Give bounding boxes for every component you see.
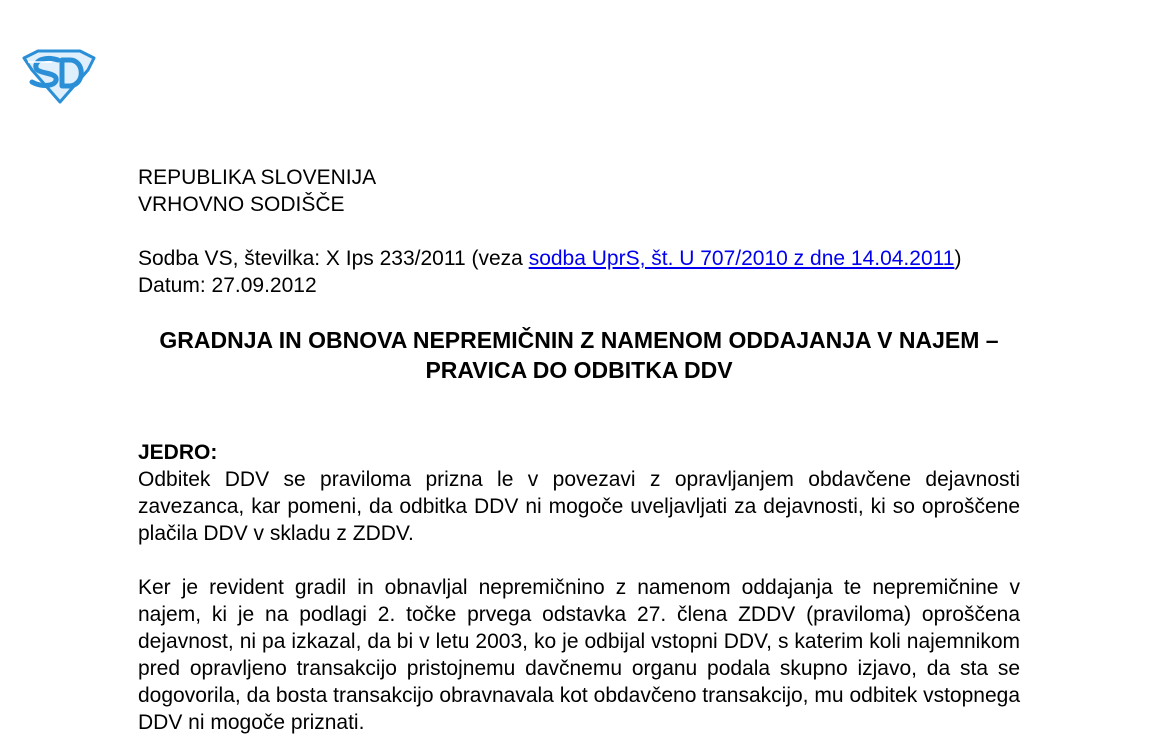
- jedro-paragraph-1: Odbitek DDV se praviloma prizna le v povezavi z opravljanjem obdavčene dejavnosti zavezanca, kar pomeni, da odbitka DDV ni mogoče uveljavljati za dejavnosti, ki so oproščene plačila DDV v skladu z ZDDV.: [138, 468, 1020, 545]
- jedro-paragraph-2: Ker je revident gradil in obnavljal nepremičnino z namenom oddajanja te nepremičnine v najem, ki je na podlagi 2. točke prvega odstavka 27. člena ZDDV (praviloma) oproščena dejavnost, ni pa izkazal, da bi v letu 2003, ko je odbijal vstopni DDV, s katerim koli najemnikom pred opravljeno transakcijo pristojnemu davčnemu organu podala skupno izjavo, da sta se dogovorila, da bosta transakcijo obravnavala kot obdavčeno transakcijo, mu odbitek vstopnega DDV ni mogoče priznati.: [138, 576, 1020, 734]
- republic-heading: REPUBLIKA SLOVENIJA: [138, 166, 377, 189]
- decision-date: Datum: 27.09.2012: [138, 274, 317, 297]
- supreme-court-shield-logo-icon: [22, 48, 96, 104]
- court-heading: VRHOVNO SODIŠČE: [138, 193, 345, 216]
- document-title: GRADNJA IN OBNOVA NEPREMIČNIN Z NAMENOM ODDAJANJA V NAJEM – PRAVICA DO ODBITKA DDV: [159, 327, 999, 383]
- document-body: [138, 164, 1020, 736]
- jedro-label: JEDRO:: [138, 441, 218, 464]
- case-reference-prefix: Sodba VS, številka: X Ips 233/2011 (veza: [138, 247, 529, 270]
- case-reference: [138, 245, 1020, 272]
- case-reference-suffix: ): [954, 247, 962, 270]
- related-judgment-link[interactable]: sodba UprS, št. U 707/2010 z dne 14.04.2011: [528, 247, 955, 270]
